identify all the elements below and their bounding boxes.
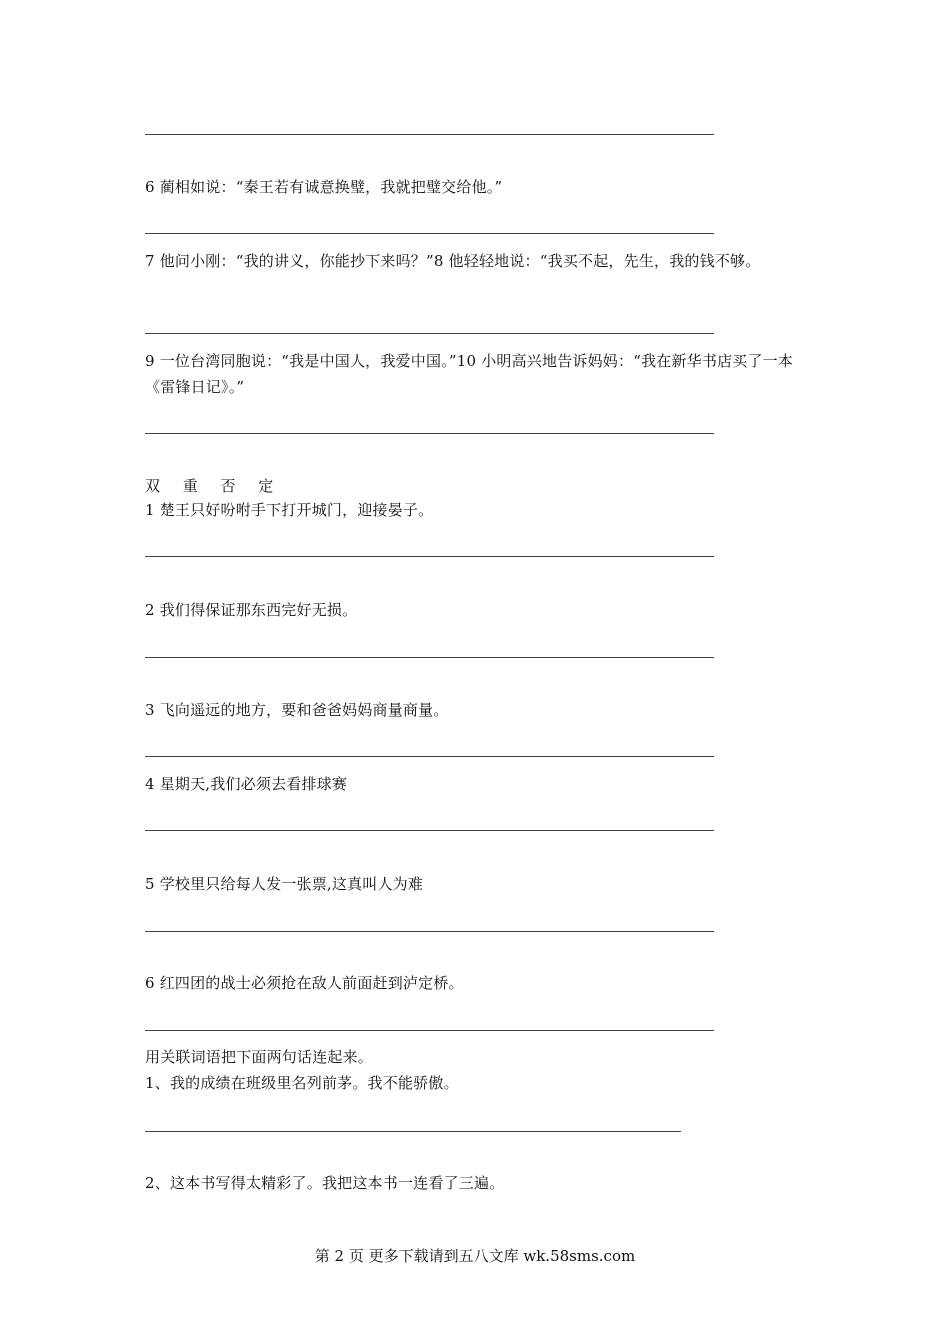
answer-line bbox=[145, 134, 714, 135]
exercise-7-8: 7 他问小刚：“我的讲义，你能抄下来吗？”8 他轻轻地说：“我买不起，先生，我的钱不够。 bbox=[145, 252, 761, 270]
answer-line bbox=[145, 830, 714, 831]
section-heading-double-negative: 双 重 否 定 bbox=[145, 477, 283, 495]
double-negative-3: 3 飞向遥远的地方，要和爸爸妈妈商量商量。 bbox=[145, 701, 449, 719]
answer-line bbox=[145, 233, 714, 234]
section-heading-connectives: 用关联词语把下面两句话连起来。 bbox=[145, 1048, 374, 1066]
answer-line bbox=[145, 657, 714, 658]
double-negative-4: 4 星期天,我们必须去看排球赛 bbox=[145, 775, 348, 793]
answer-line bbox=[145, 556, 714, 557]
connective-2: 2、这本书写得太精彩了。我把这本书一连看了三遍。 bbox=[145, 1174, 505, 1192]
exercise-9-10: 9 一位台湾同胞说：“我是中国人，我爱中国。”10 小明高兴地告诉妈妈：“我在新华书店买了一本《雷锋日记》。” bbox=[145, 352, 794, 396]
answer-line bbox=[145, 333, 714, 334]
answer-line bbox=[145, 756, 714, 757]
answer-line bbox=[145, 433, 714, 434]
double-negative-5: 5 学校里只给每人发一张票,这真叫人为难 bbox=[145, 875, 424, 893]
page-footer: 第 2 页 更多下载请到五八文库 wk.58sms.com bbox=[314, 1247, 636, 1265]
double-negative-1: 1 楚王只好吩咐手下打开城门，迎接晏子。 bbox=[145, 501, 434, 519]
exercise-6: 6 蔺相如说：“秦王若有诚意换璧，我就把璧交给他。” bbox=[145, 178, 503, 196]
double-negative-2: 2 我们得保证那东西完好无损。 bbox=[145, 601, 358, 619]
answer-line bbox=[145, 931, 714, 932]
answer-line bbox=[145, 1131, 681, 1132]
answer-line bbox=[145, 1030, 714, 1031]
connective-1: 1、我的成绩在班级里名列前茅。我不能骄傲。 bbox=[145, 1074, 459, 1092]
double-negative-6: 6 红四团的战士必须抢在敌人前面赶到泸定桥。 bbox=[145, 974, 464, 992]
